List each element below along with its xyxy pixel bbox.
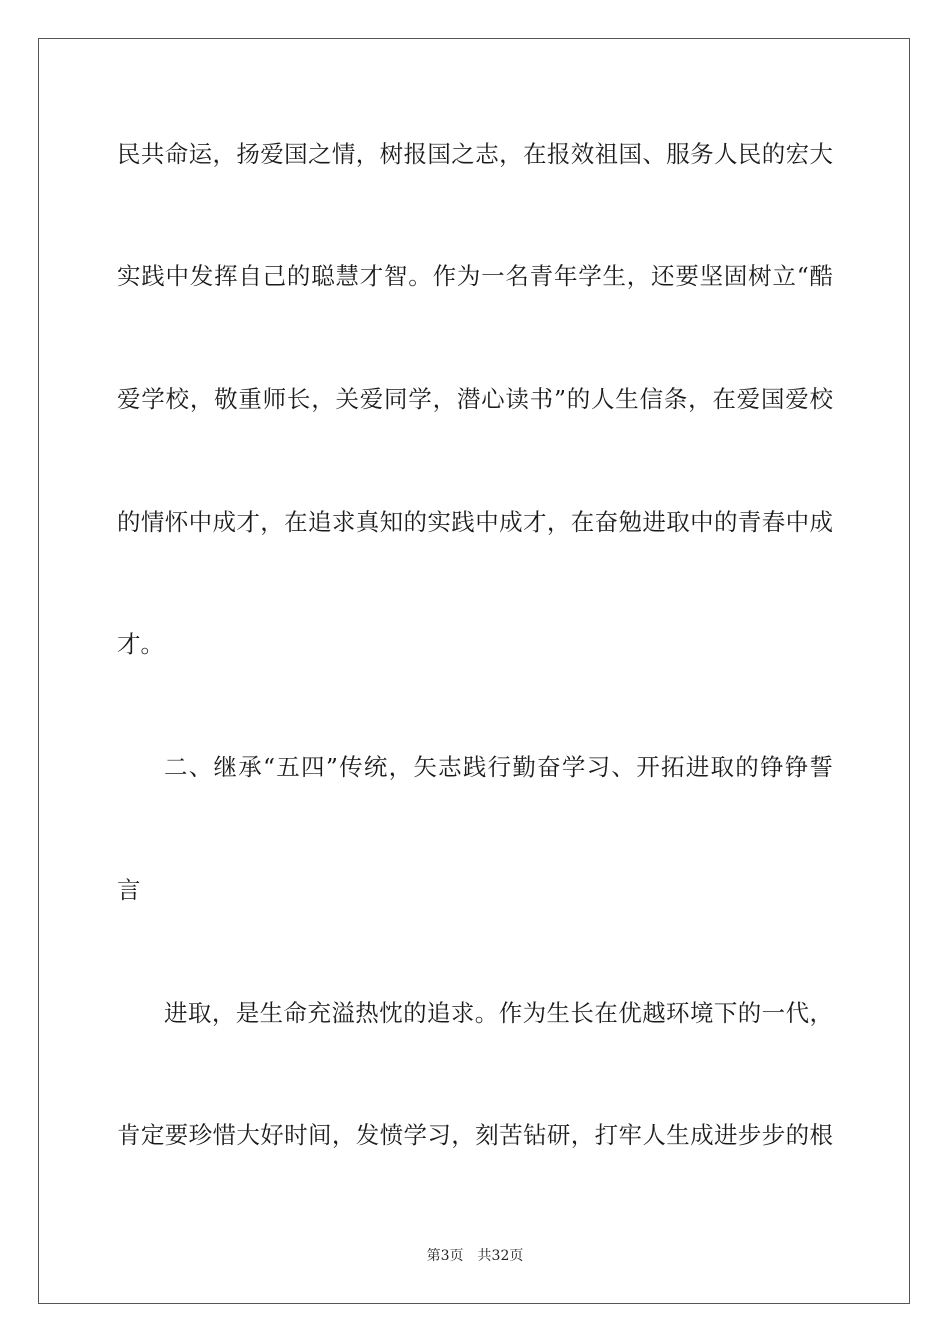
- heading-line-1: 二、继承“五四”传统，矢志践行勤奋学习、开拓进取的铮铮誓: [164, 753, 833, 781]
- page-footer: [0, 1247, 950, 1265]
- paragraph-line-5: 才。: [117, 630, 164, 658]
- page-number: 第3页: [426, 1248, 464, 1264]
- paragraph-line-4: 的情怀中成才，在追求真知的实践中成才，在奋勉进取中的青春中成: [117, 508, 833, 536]
- paragraph-line-1: 民共命运，扬爱国之情，树报国之志，在报效祖国、服务人民的宏大: [117, 140, 833, 168]
- heading-line-2: 言: [117, 876, 141, 904]
- page-total: 共32页: [477, 1248, 524, 1264]
- paragraph2-line-1: 进取，是生命充溢热忱的追求。作为生长在优越环境下的一代，: [164, 999, 833, 1027]
- paragraph-line-2: 实践中发挥自己的聪慧才智。作为一名青年学生，还要坚固树立“酷: [117, 262, 833, 290]
- paragraph-line-3: 爱学校，敬重师长，关爱同学，潜心读书”的人生信条，在爱国爱校: [117, 385, 833, 413]
- page-border: [38, 38, 910, 1304]
- paragraph2-line-2: 肯定要珍惜大好时间，发愤学习，刻苦钻研，打牢人生成进步步的根: [117, 1121, 833, 1149]
